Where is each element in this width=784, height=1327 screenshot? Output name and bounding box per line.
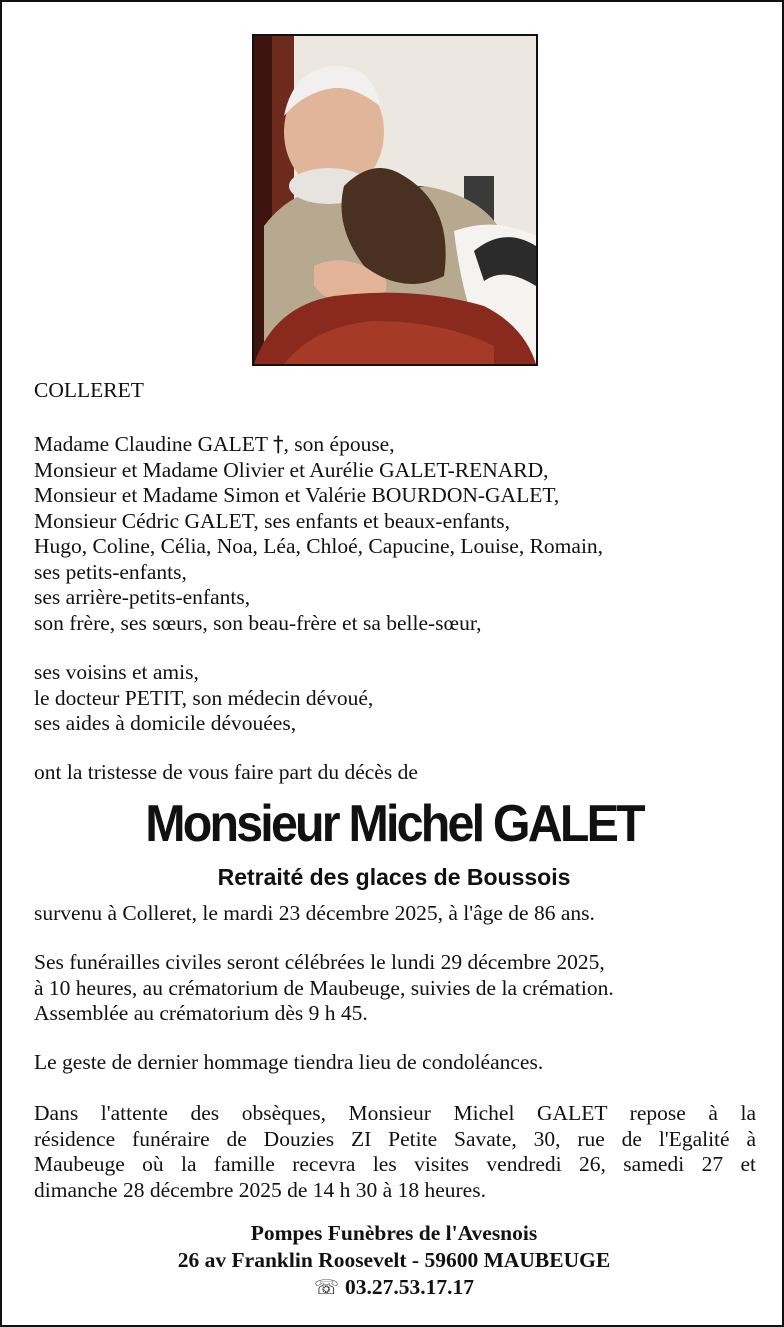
condolences-note [34, 1050, 756, 1076]
death-details [34, 901, 756, 927]
deceased-name: Monsieur Michel GALET [145, 795, 643, 853]
rest-line-2: résidence funéraire de Douzies ZI Petite Savate, 30, rue de l'Egalité à [34, 1126, 756, 1151]
funeral-details [34, 950, 756, 1027]
funeral-line-2: à 10 heures, au crématorium de Maubeuge, suivies de la crémation. [34, 975, 614, 1000]
rest-details [34, 1101, 756, 1203]
family-line-8: son frère, ses sœurs, son beau-frère et sa belle-sœur, [34, 610, 482, 635]
others-line-3: ses aides à domicile dévouées, [34, 711, 297, 735]
funeral-line-3: Assemblée au crématorium dès 9 h 45. [34, 1001, 368, 1025]
funeral-home-name: Pompes Funèbres de l'Avesnois [250, 1221, 538, 1245]
spouse-name: Madame Claudine GALET [34, 432, 274, 456]
cross-icon: † [273, 432, 284, 456]
announcement-text: ont la tristesse de vous faire part du décès de [34, 760, 418, 784]
others-list [34, 660, 756, 737]
family-line-2: Monsieur et Madame Olivier et Aurélie GALET-RENARD, [34, 457, 549, 482]
family-line-6: ses petits-enfants, [34, 559, 187, 584]
family-line-5: Hugo, Coline, Célia, Noa, Léa, Chloé, Capucine, Louise, Romain, [34, 534, 604, 558]
town-name [34, 378, 756, 404]
rest-line-1: Dans l'attente des obsèques, Monsieur Michel GALET repose à la [34, 1101, 756, 1125]
funeral-line-1: Ses funérailles civiles seront célébrées le lundi 29 décembre 2025, [34, 950, 605, 974]
others-line-1: ses voisins et amis, [34, 660, 199, 684]
phone-icon: ☏ [313, 1275, 339, 1299]
town-label: COLLERET [34, 378, 144, 402]
deceased-occupation: Retraité des glaces de Boussois [217, 864, 571, 890]
phone-number: 03.27.53.17.17 [345, 1275, 474, 1299]
funeral-home-phone [2, 1274, 784, 1301]
portrait-illustration [254, 36, 536, 364]
rest-line-3: Maubeuge où la famille recevra les visites vendredi 26, samedi 27 et [34, 1152, 756, 1176]
funeral-home-info [2, 1220, 784, 1301]
others-line-2: le docteur PETIT, son médecin dévoué, [34, 685, 374, 710]
portrait-photo [252, 34, 538, 366]
condolences-line: Le geste de dernier hommage tiendra lieu de condoléances. [34, 1050, 544, 1074]
family-line-4: Monsieur Cédric GALET, ses enfants et beaux-enfants, [34, 508, 511, 533]
funeral-home-address: 26 av Franklin Roosevelt - 59600 MAUBEUGE [177, 1248, 611, 1272]
spouse-relation: , son épouse, [283, 432, 395, 456]
announcement [34, 760, 756, 786]
family-line-7: ses arrière-petits-enfants, [34, 585, 251, 609]
family-line-3: Monsieur et Madame Simon et Valérie BOURDON-GALET, [34, 483, 560, 507]
death-line: survenu à Colleret, le mardi 23 décembre 2025, à l'âge de 86 ans. [34, 901, 595, 925]
family-line-1 [34, 432, 756, 458]
family-list [34, 432, 756, 636]
rest-line-4: dimanche 28 décembre 2025 de 14 h 30 à 18 heures. [34, 1177, 486, 1202]
